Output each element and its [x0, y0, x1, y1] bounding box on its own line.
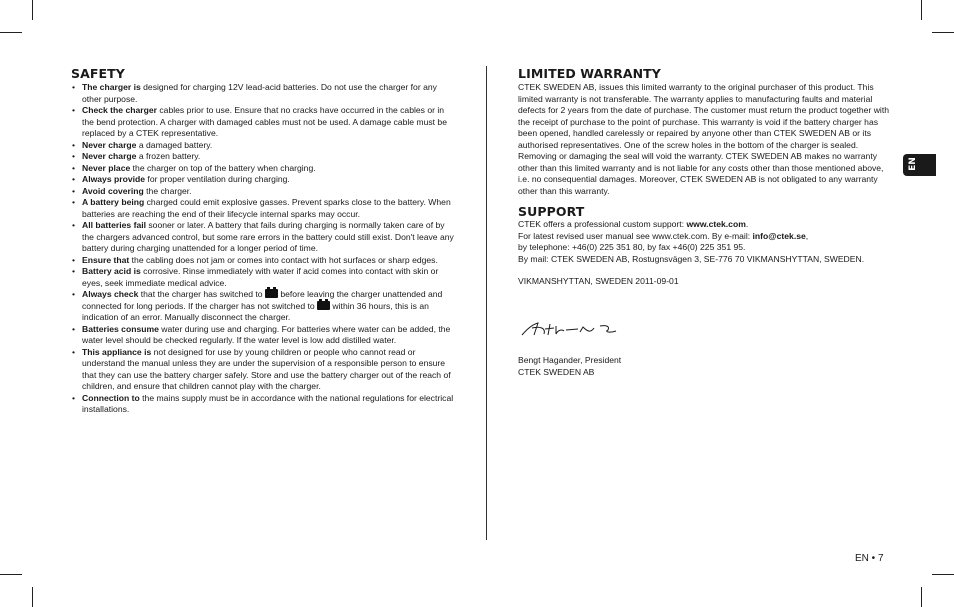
page-number: EN • 7: [855, 553, 884, 564]
email-link[interactable]: info@ctek.se: [752, 230, 806, 241]
signature-image: [520, 318, 620, 340]
list-item: • Ensure that the cabling does not jam or comes into contact with hot surfaces or sharp edges.: [71, 255, 456, 267]
crop-mark: [921, 587, 922, 607]
list-item: • Batteries consume water during use and charging. For batteries where water can be added, the water level should be checked regularly. If the water level is low add distilled water.: [71, 324, 456, 347]
safety-heading: SAFETY: [71, 66, 125, 81]
crop-mark: [32, 587, 33, 607]
column-divider: [486, 66, 487, 540]
signer-name: Bengt Hagander, President: [518, 355, 622, 365]
list-item: • Always provide for proper ventilation during charging.: [71, 174, 456, 186]
battery-full-icon: [317, 301, 330, 310]
list-item: • The charger is designed for charging 12V lead-acid batteries. Do not use the charger for any other purpose.: [71, 82, 456, 105]
warranty-heading: LIMITED WARRANTY: [518, 66, 661, 81]
safety-section: [71, 66, 456, 416]
support-line: For latest revised user manual see www.ctek.com. By e-mail: info@ctek.se,: [518, 230, 809, 241]
list-item: • This appliance is not designed for use by young children or people who cannot read or understand the manual unless they are under the supervision of a responsible person to ensure that they can use the battery charger safely. Store and use the battery charger out of the reach of children, and ensure that children cannot play with the charger.: [71, 347, 456, 393]
crop-mark: [0, 32, 22, 33]
list-item: • Never place the charger on top of the battery when charging.: [71, 163, 456, 175]
crop-mark: [921, 0, 922, 20]
list-item-always-check: • Always check that the charger has switched to before leaving the charger unattended and connected for long periods. If the charger has not switched to within 36 hours, this is an indication of an error. Manually disconnect the charger.: [71, 289, 456, 324]
list-item: • Battery acid is corrosive. Rinse immediately with water if acid comes into contact with skin or eyes, seek immediate medical advice.: [71, 266, 456, 289]
crop-mark: [932, 32, 954, 33]
battery-full-icon: [265, 289, 278, 298]
website-link[interactable]: www.ctek.com: [686, 219, 746, 229]
list-item: • All batteries fail sooner or later. A battery that fails during charging is normally taken care of by the chargers advanced control, but some rare errors in the battery could still exist. Don't leave any battery during charging unattended for a longer period of time.: [71, 220, 456, 255]
list-item: • Check the charger cables prior to use. Ensure that no cracks have occurred in the cables or in the bend protection. A charger with damaged cables must not be used. A damage cable must be replaced by a CTEK representative.: [71, 105, 456, 140]
crop-mark: [0, 574, 22, 575]
crop-mark: [932, 574, 954, 575]
warranty-text: CTEK SWEDEN AB, issues this limited warranty to the original purchaser of this product. This limited warranty is not transferable. The warranty applies to manufacturing faults and material defects for 2 years from the date of purchase. The customer must return the product together with the receipt of purchase to the point of purchase. This warranty is void if the battery charger has been opened, handled carelessly or repaired by anyone other than CTEK SWEDEN AB or its authorised representatives. One of the screw holes in the bottom of the charger is sealed. Removing or damaging the seal will void the warranty. CTEK SWEDEN AB makes no warranty other than this limited warranty and is not liable for any costs other than those mentioned above, i.e. no consequential damages. Moreover, CTEK SWEDEN AB is not obligated to any warranty other than this warranty.: [518, 82, 889, 196]
place-date: VIKMANSHYTTAN, SWEDEN 2011-09-01: [518, 276, 679, 286]
support-phone: by telephone: +46(0) 225 351 80, by fax +46(0) 225 351 95.: [518, 242, 746, 252]
signature-block: [518, 355, 896, 378]
support-heading: SUPPORT: [518, 204, 585, 219]
safety-list: [71, 82, 456, 416]
language-tab: EN: [903, 154, 936, 176]
list-item: • A battery being charged could emit explosive gasses. Prevent sparks close to the battery. When batteries are reaching the end of their lifecycle internal sparks may occur.: [71, 197, 456, 220]
warranty-support-section: [518, 66, 896, 288]
list-item: • Never charge a frozen battery.: [71, 151, 456, 163]
support-line: CTEK offers a professional custom support: www.ctek.com.: [518, 219, 749, 229]
signer-company: CTEK SWEDEN AB: [518, 366, 595, 377]
support-mail: By mail: CTEK SWEDEN AB, Rostugnsvägen 3, SE-776 70 VIKMANSHYTTAN, SWEDEN.: [518, 253, 865, 264]
list-item: • Connection to the mains supply must be in accordance with the national regulations for electrical installations.: [71, 393, 456, 416]
list-item: • Never charge a damaged battery.: [71, 140, 456, 152]
list-item: • Avoid covering the charger.: [71, 186, 456, 198]
crop-mark: [32, 0, 33, 20]
